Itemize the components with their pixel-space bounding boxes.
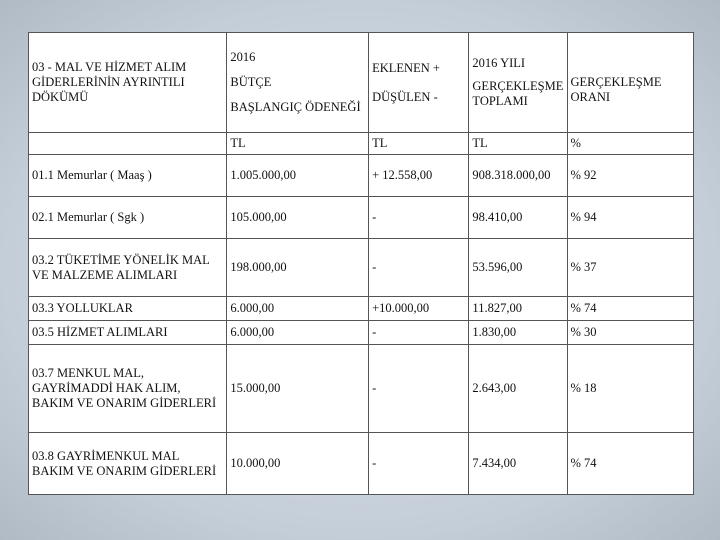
row-initial: 15.000,00 [227, 345, 369, 433]
realization-total-header-cell [469, 33, 567, 133]
deducted-label: DÜŞÜLEN - [372, 89, 438, 104]
row-total: 98.410,00 [469, 197, 567, 239]
row-change: - [369, 321, 469, 345]
row-initial: 1.005.000,00 [227, 155, 369, 197]
initial-allocation-label: BAŞLANGIÇ ÖDENEĞİ [230, 100, 361, 114]
unit-percent: % [567, 133, 693, 155]
row-rate: % 74 [567, 297, 693, 321]
row-total: 53.596,00 [469, 239, 567, 297]
row-rate: % 74 [567, 433, 693, 495]
budget-label: BÜTÇE [230, 75, 272, 89]
row-name: 03.5 HİZMET ALIMLARI [29, 321, 227, 345]
row-initial: 6.000,00 [227, 297, 369, 321]
row-change: - [369, 345, 469, 433]
row-initial: 6.000,00 [227, 321, 369, 345]
table-row [29, 155, 694, 197]
table-row [29, 239, 694, 297]
row-rate: % 94 [567, 197, 693, 239]
row-total: 1.830,00 [469, 321, 567, 345]
year-heading: 2016 YILI [472, 56, 526, 70]
row-name: 03.3 YOLLUKLAR [29, 297, 227, 321]
table-row [29, 321, 694, 345]
row-total: 2.643,00 [469, 345, 567, 433]
added-label: EKLENEN + [372, 60, 440, 75]
section-title-cell [29, 33, 227, 133]
year-label: 2016 [230, 50, 256, 64]
realization-total-label: GERÇEKLEŞME TOPLAMI [472, 79, 564, 108]
row-name: 01.1 Memurlar ( Maaş ) [29, 155, 227, 197]
row-change: - [369, 197, 469, 239]
row-rate: % 18 [567, 345, 693, 433]
change-header-cell [369, 33, 469, 133]
unit-tl: TL [469, 133, 567, 155]
unit-tl: TL [227, 133, 369, 155]
row-rate: % 30 [567, 321, 693, 345]
row-total: 7.434,00 [469, 433, 567, 495]
unit-empty-cell [29, 133, 227, 155]
expense-table [28, 32, 694, 495]
table-row [29, 297, 694, 321]
row-change: +10.000,00 [369, 297, 469, 321]
section-title: 03 - MAL VE HİZMET ALIM GİDERLERİNİN AYRINTILI DÖKÜMÜ [32, 60, 187, 104]
row-total: 908.318.000,00 [469, 155, 567, 197]
row-total: 11.827,00 [469, 297, 567, 321]
row-rate: % 92 [567, 155, 693, 197]
realization-rate-label: GERÇEKLEŞME ORANI [570, 74, 662, 104]
row-change: + 12.558,00 [369, 155, 469, 197]
row-name: 02.1 Memurlar ( Sgk ) [29, 197, 227, 239]
table-row [29, 433, 694, 495]
table-row [29, 197, 694, 239]
table-row [29, 345, 694, 433]
row-name: 03.8 GAYRİMENKUL MAL BAKIM VE ONARIM GİDERLERİ [29, 433, 227, 495]
realization-rate-header-cell [567, 33, 693, 133]
row-initial: 198.000,00 [227, 239, 369, 297]
row-initial: 105.000,00 [227, 197, 369, 239]
unit-tl: TL [369, 133, 469, 155]
row-name: 03.7 MENKUL MAL, GAYRİMADDİ HAK ALIM, BAKIM VE ONARIM GİDERLERİ [29, 345, 227, 433]
row-change: - [369, 433, 469, 495]
row-rate: % 37 [567, 239, 693, 297]
row-initial: 10.000,00 [227, 433, 369, 495]
budget-header-cell [227, 33, 369, 133]
row-name: 03.2 TÜKETİME YÖNELİK MAL VE MALZEME ALIMLARI [29, 239, 227, 297]
row-change: - [369, 239, 469, 297]
